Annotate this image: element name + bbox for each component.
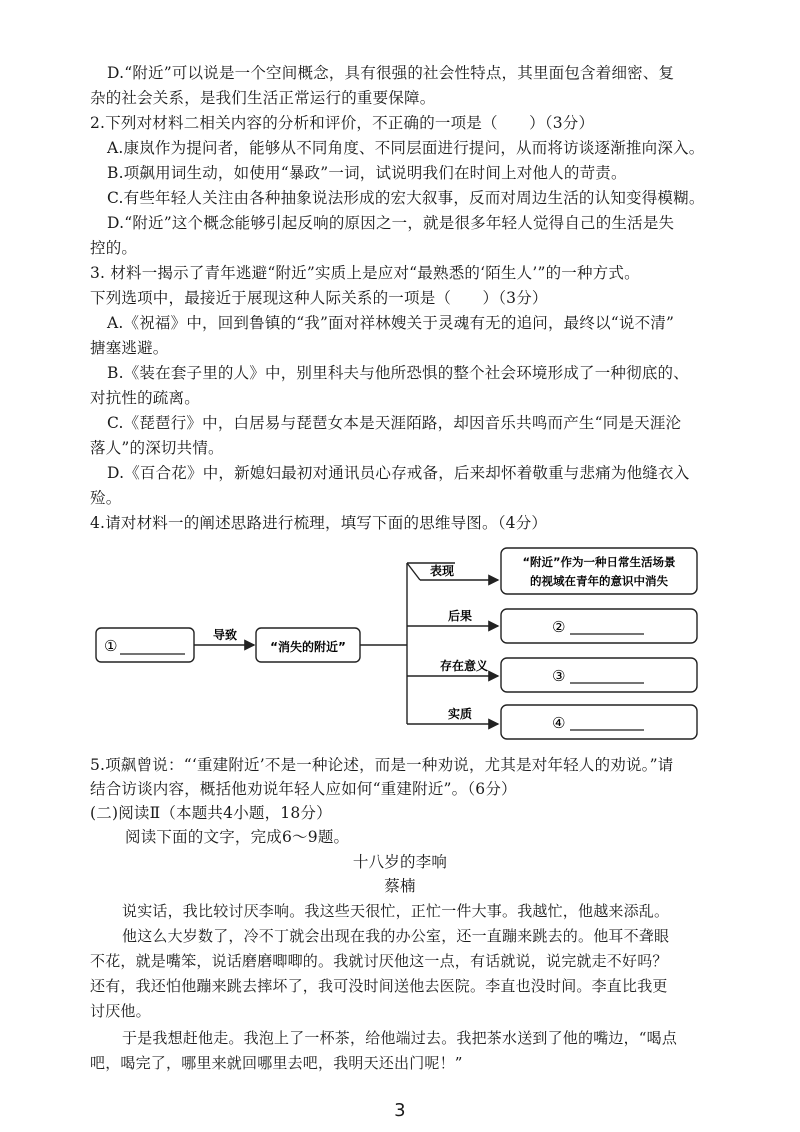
branch-4-box [501,705,697,739]
q2-option-d-line2: 控的。 [90,239,138,257]
q5-stem-line1: 5.项飙曾说：“‘重建附近’不是一种论述，而是一种劝说，尤其是对年轻人的劝说。”请 [90,756,674,774]
q3-option-c-line2: 落人”的深切共情。 [90,439,224,457]
branch-3-box [501,658,697,692]
center-box-label: “消失的附近” [270,640,346,654]
story-paragraph-2-line2: 不花，就是嘴笨，说话磨磨唧唧的。我就讨厌他这一点，有话就说，说完就走不好吗？ [90,952,668,970]
branch-1-label: 表现 [430,564,455,578]
branch-3-blank-label: ③ [552,667,566,685]
branch-1-text-line2: 的视域在青年的意识中消失 [530,574,668,588]
story-paragraph-1: 说实话，我比较讨厌李响。我这些天很忙，正忙一件大事。我越忙，他越来添乱。 [122,902,670,920]
q3-stem-line2: 下列选项中，最接近于展现这种人际关系的一项是（ ）（3分） [90,289,548,307]
cause-arrow-label: 导致 [213,628,238,642]
section-instruction: 阅读下面的文字，完成6～9题。 [125,828,350,846]
q1-option-d-line1: D.“附近”可以说是一个空间概念，具有很强的社会性特点，其里面包含着细密、复 [107,64,675,82]
branch-4-label: 实质 [448,707,473,721]
story-paragraph-3-line1: 于是我想赶他走。我泡上了一杯茶，给他端过去。我把茶水送到了他的嘴边，“喝点 [122,1029,678,1047]
branch-2-box [501,609,697,643]
branch-1-text-line1: “附近”作为一种日常生活场景 [522,555,676,569]
story-paragraph-2-line1: 他这么大岁数了，冷不丁就会出现在我的办公室，还一直蹦来跳去的。他耳不聋眼 [122,927,670,945]
branch-3-label: 存在意义 [440,659,489,673]
story-paragraph-2-line3: 还有，我还怕他蹦来跳去摔坏了，我可没时间送他去医院。李直也没时间。李直比我更 [90,977,668,995]
q2-stem: 2.下列对材料二相关内容的分析和评价，不正确的一项是（ ）（3分） [90,114,595,132]
mind-map-diagram [0,540,800,740]
q4-stem: 4.请对材料一的阐述思路进行梳理，填写下面的思维导图。（4分） [90,514,548,532]
branch-1-connector [407,563,420,580]
q3-option-b-line2: 对抗性的疏离。 [90,389,200,407]
story-paragraph-3-line2: 吧，喝完了，哪里来就回哪里去吧，我明天还出门呢！” [90,1054,463,1072]
q3-option-d-line1: D.《百合花》中，新媳妇最初对通讯员心存戒备，后来却怀着敬重与悲痛为他缝衣入 [107,464,690,482]
q3-option-a-line2: 搪塞逃避。 [90,339,169,357]
q2-option-d-line1: D.“附近”这个概念能够引起反响的原因之一，就是很多年轻人觉得自己的生活是失 [107,214,675,232]
q1-option-d-line2: 杂的社会关系，是我们生活正常运行的重要保障。 [90,89,436,107]
section-heading: (二)阅读Ⅱ（本题共4小题，18分） [90,804,332,822]
q2-option-b: B.项飙用词生动，如使用“暴政”一词，试说明我们在时间上对他人的苛责。 [107,164,627,182]
story-paragraph-2-line4: 讨厌他。 [90,1002,151,1020]
story-title: 十八岁的李响 [352,853,448,871]
branch-4-blank-label: ④ [552,714,566,732]
page-number: 3 [394,1100,406,1121]
q3-option-a-line1: A.《祝福》中，回到鲁镇的“我”面对祥林嫂关于灵魂有无的追问，最终以“说不清” [107,314,675,332]
branch-2-label: 后果 [448,609,473,623]
story-author: 蔡楠 [384,877,416,895]
q5-stem-line2: 结合访谈内容，概括他劝说年轻人应如何“重建附近”。（6分） [90,780,517,798]
q2-option-a: A.康岚作为提问者，能够从不同角度、不同层面进行提问，从而将访谈逐渐推向深入。 [107,139,705,157]
branch-2-blank-label: ② [552,618,566,636]
q3-stem-line1: 3. 材料一揭示了青年逃避“附近”实质上是应对“最熟悉的‘陌生人’”的一种方式。 [90,264,640,282]
q3-option-b-line1: B.《装在套子里的人》中，别里科夫与他所恐惧的整个社会环境形成了一种彻底的、 [107,364,689,382]
q3-option-c-line1: C.《琵琶行》中，白居易与琵琶女本是天涯陌路，却因音乐共鸣而产生“同是天涯沦 [107,414,682,432]
q2-option-c: C.有些年轻人关注由各种抽象说法形成的宏大叙事，反而对周边生活的认知变得模糊。 [107,189,705,207]
q3-option-d-line2: 殓。 [90,489,122,507]
box-blank-1-label: ① [104,637,118,655]
